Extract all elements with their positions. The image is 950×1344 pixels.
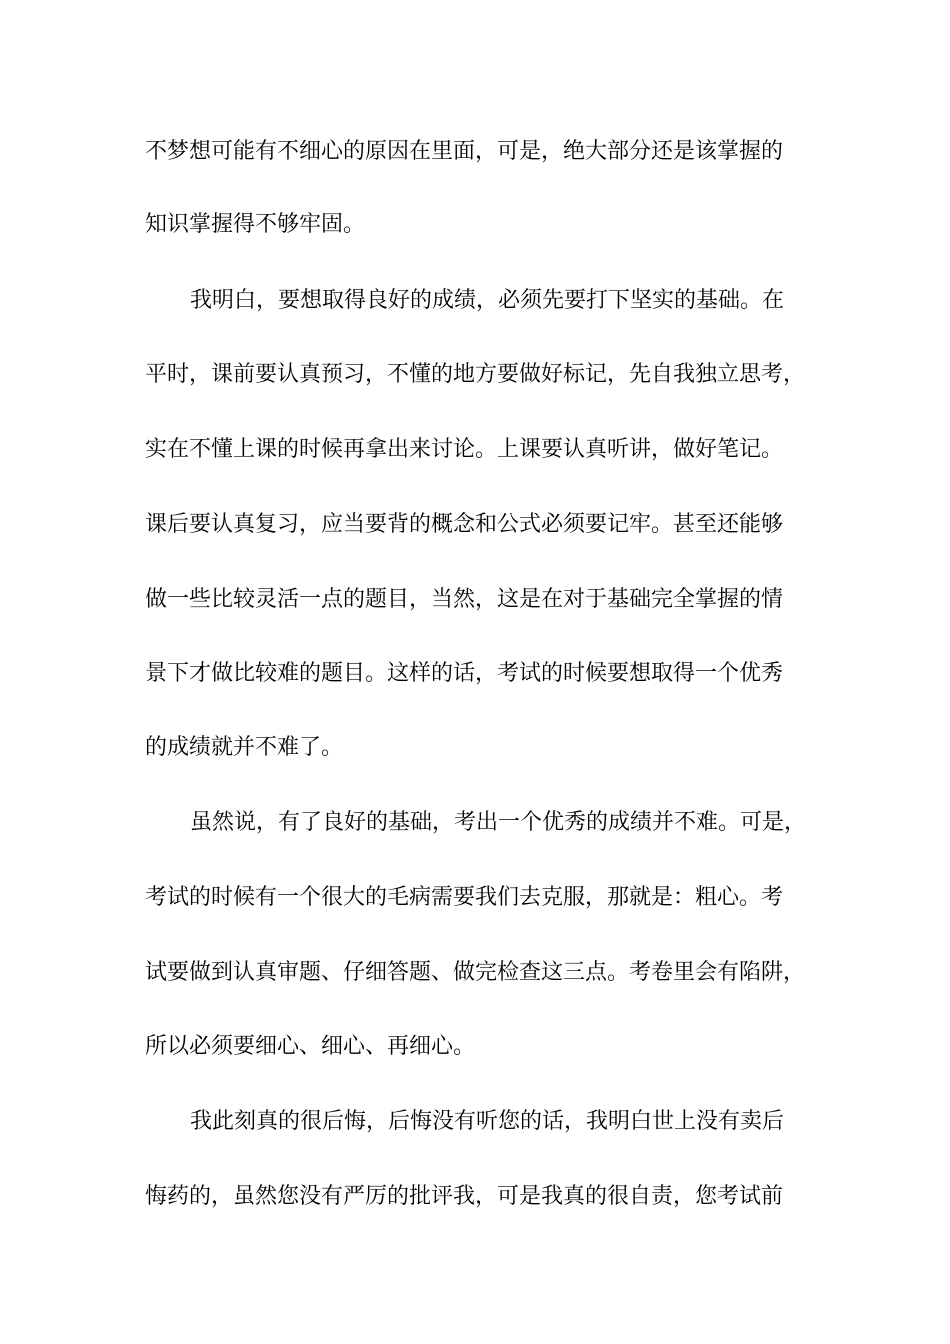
text-line: 试要做到认真审题、仔细答题、做完检查这三点。考卷里会有陷阱， xyxy=(145,960,806,985)
text-line: 不梦想可能有不细心的原因在里面，可是，绝大部分还是该掌握的 xyxy=(145,139,784,164)
text-line: 所以必须要细心、细心、再细心。 xyxy=(145,1034,476,1059)
text-line: 知识掌握得不够牢固。 xyxy=(145,212,366,237)
text-line: 悔药的，虽然您没有严厉的批评我，可是我真的很自责，您考试前 xyxy=(145,1184,784,1209)
text-line: 课后要认真复习，应当要背的概念和公式必须要记牢。甚至还能够 xyxy=(145,512,784,537)
text-line: 考试的时候有一个很大的毛病需要我们去克服，那就是：粗心。考 xyxy=(145,885,784,910)
paragraph-start-line: 我明白，要想取得良好的成绩，必须先要打下坚实的基础。在 xyxy=(190,288,785,313)
paragraph-start-line: 我此刻真的很后悔，后悔没有听您的话，我明白世上没有卖后 xyxy=(190,1109,785,1134)
text-line: 的成绩就并不难了。 xyxy=(145,735,344,760)
text-line: 景下才做比较难的题目。这样的话，考试的时候要想取得一个优秀 xyxy=(145,661,784,686)
paragraph-start-line: 虽然说，有了良好的基础，考出一个优秀的成绩并不难。可是， xyxy=(190,810,807,835)
text-line: 平时，课前要认真预习，不懂的地方要做好标记，先自我独立思考， xyxy=(145,362,806,387)
text-line: 做一些比较灵活一点的题目，当然，这是在对于基础完全掌握的情 xyxy=(145,587,784,612)
text-line: 实在不懂上课的时候再拿出来讨论。上课要认真听讲，做好笔记。 xyxy=(145,437,784,462)
